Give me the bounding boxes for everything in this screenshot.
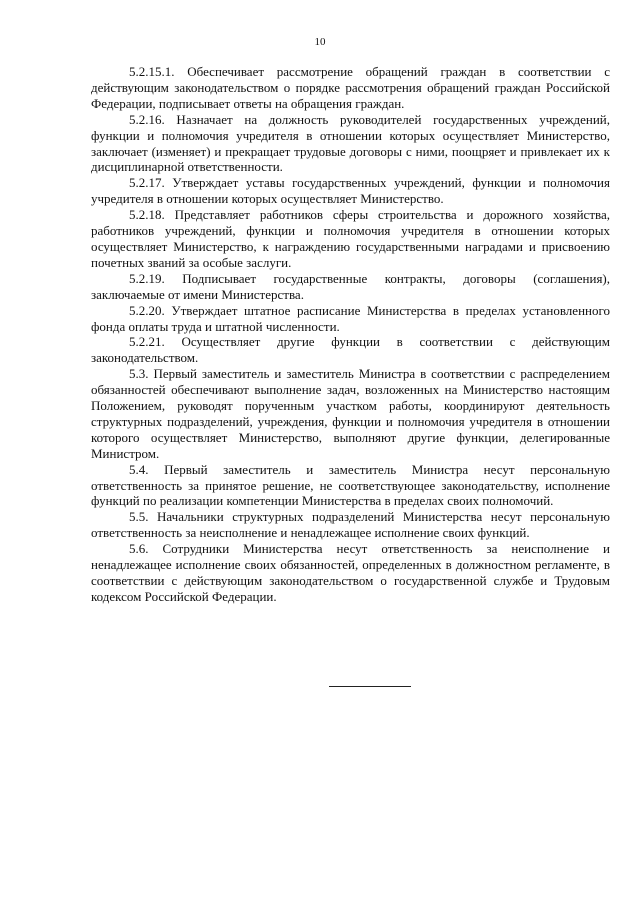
paragraph-5-2-19: 5.2.19. Подписывает государственные контракты, договоры (соглашения), заключаемые от имени Министерства.: [91, 270, 610, 302]
paragraph-5-2-21: 5.2.21. Осуществляет другие функции в соответствии с действующим законодательством.: [91, 334, 610, 366]
paragraph-5-5: 5.5. Начальники структурных подразделений Министерства несут персональную ответственность за неисполнение и ненадлежащее исполнение своих функций.: [91, 509, 610, 541]
document-body: [91, 64, 610, 605]
paragraph-5-4: 5.4. Первый заместитель и заместитель Министра несут персональную ответственность за принятое решение, не соответствующее законодательству, исполнение функций по реализации компетенции Министерства в пределах своих полномочий.: [91, 461, 610, 509]
paragraph-5-2-15-1: 5.2.15.1. Обеспечивает рассмотрение обращений граждан в соответствии с действующим законодательством о порядке рассмотрения обращений граждан Российской Федерации, подписывает ответы на обращения граждан.: [91, 64, 610, 111]
paragraph-5-2-20: 5.2.20. Утверждает штатное расписание Министерства в пределах установленного фонда оплаты труда и штатной численности.: [91, 302, 610, 334]
paragraph-5-2-18: 5.2.18. Представляет работников сферы строительства и дорожного хозяйства, работников учреждений, функции и полномочия учредителя в отношении которых осуществляет Министерство, к награждению государственными наградами и присвоению почетных званий за особые заслуги.: [91, 207, 610, 270]
page-number: 10: [314, 36, 326, 48]
end-of-text-divider: [329, 686, 411, 687]
paragraph-5-3: 5.3. Первый заместитель и заместитель Министра в соответствии с распределением обязанностей обеспечивают выполнение задач, возложенных на Министерство настоящим Положением, руководят порученным участком работы, координируют деятельность структурных подразделений, учреждения, функции и полномочия учредителя в отношении которого осуществляет Министерство, выполняют другие функции, делегированные Министром.: [91, 366, 610, 461]
paragraph-5-2-17: 5.2.17. Утверждает уставы государственных учреждений, функции и полномочия учредителя в отношении которых осуществляет Министерство.: [91, 175, 610, 207]
paragraph-5-6: 5.6. Сотрудники Министерства несут ответственность за неисполнение и ненадлежащее исполнение своих обязанностей, определенных в должностном регламенте, в соответствии с действующим законодательством о государственной службе и Трудовым кодексом Российской Федерации.: [91, 541, 610, 604]
paragraph-5-2-16: 5.2.16. Назначает на должность руководителей государственных учреждений, функции и полномочия учредителя в отношении которых осуществляет Министерство, заключает (изменяет) и прекращает трудовые договоры с ними, поощряет и привлекает их к дисциплинарной ответственности.: [91, 111, 610, 175]
